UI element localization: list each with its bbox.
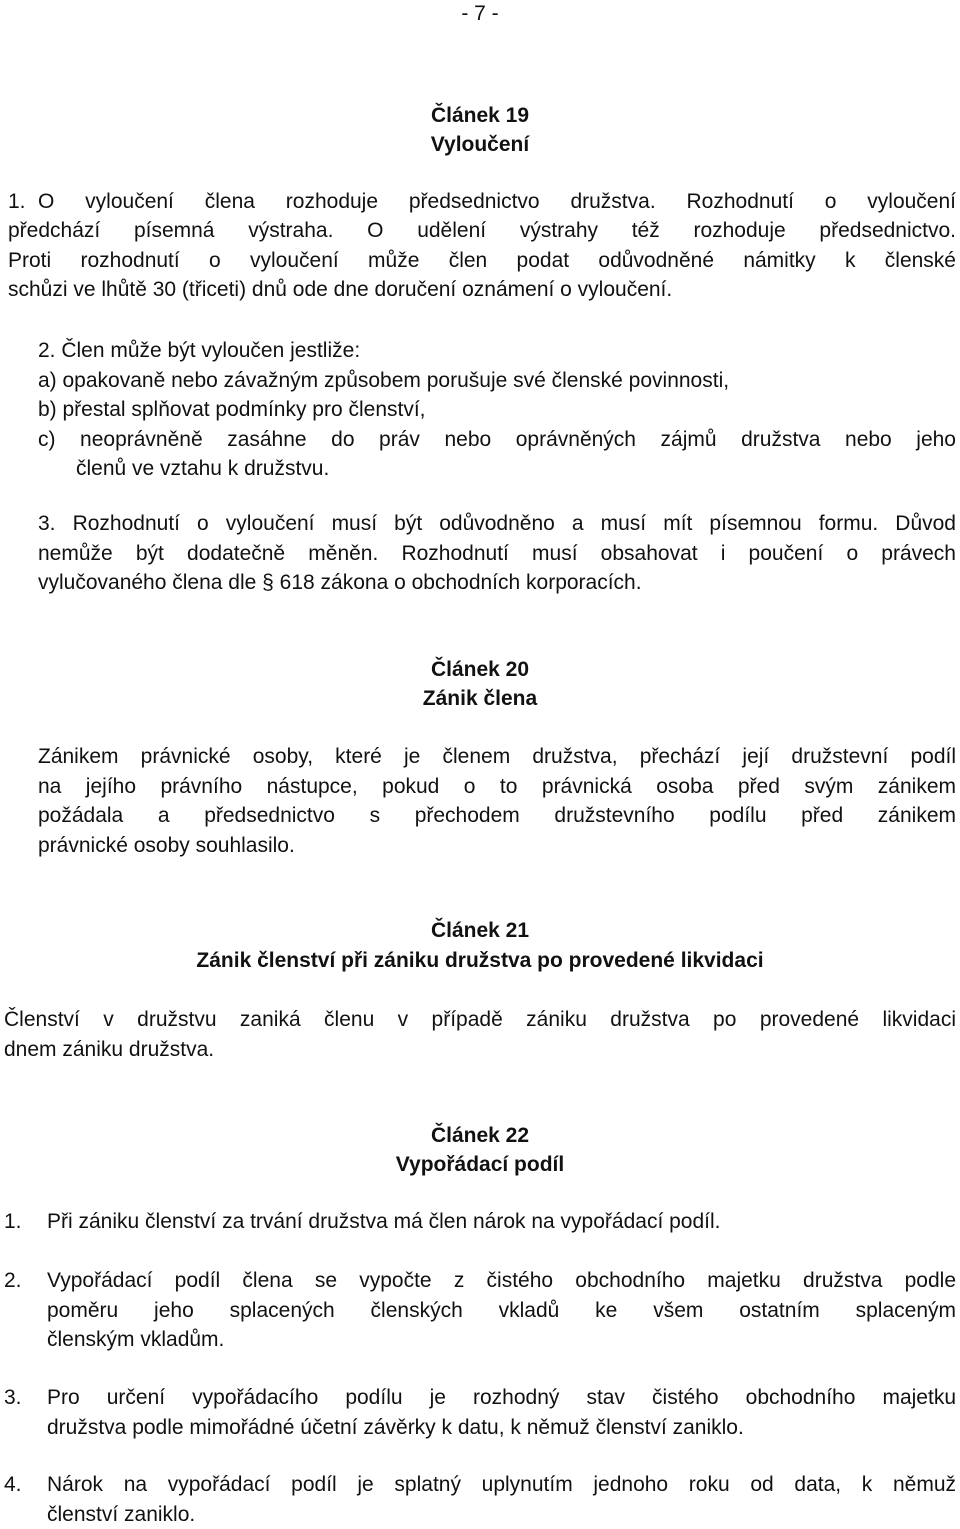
text-line: Proti rozhodnutí o vyloučení může člen podat odůvodněné námitky k členské	[8, 248, 956, 272]
text-line: schůzi ve lhůtě 30 (třiceti) dnů ode dne doručení oznámení o vyloučení.	[8, 278, 673, 301]
art22-item-4-number: 4.	[4, 1473, 22, 1496]
article-20-heading: Článek 20	[430, 658, 530, 681]
art22-item-1-number: 1.	[4, 1210, 22, 1233]
art22-item-2-number: 2.	[4, 1269, 22, 1292]
article-22-heading: Článek 22	[430, 1124, 530, 1147]
art19-p1-continuation	[8, 216, 956, 305]
article-19-subheading: Vyloučení	[430, 133, 530, 156]
page-number: - 7 -	[461, 2, 499, 25]
text-line: b) přestal splňovat podmínky pro členství,	[38, 398, 426, 421]
art22-item-3-number: 3.	[4, 1386, 22, 1409]
art19-p2	[38, 336, 956, 484]
text-line: družstva podle mimořádné účetní závěrky k datu, k němuž členství zaniklo.	[47, 1415, 744, 1439]
text-line: vylučovaného člena dle § 618 zákona o obchodních korporacích.	[38, 571, 642, 594]
article-21-subheading: Zánik členství při zániku družstva po provedené likvidaci	[196, 949, 764, 972]
article-19-heading: Článek 19	[430, 104, 530, 127]
text-line: Pro určení vypořádacího podílu je rozhodný stav čistého obchodního majetku	[47, 1386, 956, 1409]
text-line: předchází písemná výstraha. O udělení výstrahy též rozhoduje předsednictvo.	[8, 219, 956, 242]
article-21-heading: Článek 21	[430, 919, 530, 942]
art22-item-3-text	[47, 1383, 956, 1442]
art22-item-1-text	[47, 1207, 956, 1237]
art19-p1-number: 1.	[8, 190, 26, 213]
text-line: členským vkladům.	[47, 1328, 225, 1351]
text-line: dnem zániku družstva.	[4, 1037, 215, 1061]
text-line: poměru jeho splacených členských vkladů ke všem ostatním splaceným	[47, 1298, 956, 1322]
art22-item-2-text	[47, 1266, 956, 1355]
text-line: c) neoprávněně zasáhne do práv nebo oprávněných zájmů družstva nebo jeho	[38, 427, 956, 451]
text-line: Nárok na vypořádací podíl je splatný uplynutím jednoho roku od data, k němuž	[47, 1473, 956, 1496]
text-line: 3. Rozhodnutí o vyloučení musí být odůvodněno a musí mít písemnou formu. Důvod	[38, 512, 956, 535]
text-line: Vypořádací podíl člena se vypočte z čistého obchodního majetku družstva podle	[47, 1269, 956, 1292]
text-line: Členství v družstvu zaniká členu v případě zániku družstva po provedené likvidaci	[4, 1008, 956, 1031]
art21-text	[4, 1005, 956, 1064]
text-line: právnické osoby souhlasilo.	[38, 833, 295, 857]
text-line: členství zaniklo.	[47, 1502, 196, 1526]
art19-p3	[38, 509, 956, 598]
art19-p1-text	[38, 187, 956, 217]
text-line: O vyloučení člena rozhoduje předsednictvo družstva. Rozhodnutí o vyloučení	[38, 190, 956, 213]
text-line: členů ve vztahu k družstvu.	[76, 457, 330, 480]
text-line: nemůže být dodatečně měněn. Rozhodnutí musí obsahovat i poučení o právech	[38, 541, 956, 565]
art22-item-4-text	[47, 1470, 956, 1529]
text-line: 2. Člen může být vyloučen jestliže:	[38, 339, 361, 362]
article-22-subheading: Vypořádací podíl	[395, 1153, 565, 1176]
article-20-subheading: Zánik člena	[422, 687, 538, 710]
text-line: Při zániku členství za trvání družstva má člen nárok na vypořádací podíl.	[47, 1210, 721, 1233]
text-line: na jejího právního nástupce, pokud o to právnická osoba před svým zánikem	[38, 774, 956, 798]
text-line: a) opakovaně nebo závažným způsobem porušuje své členské povinnosti,	[38, 368, 730, 392]
text-line: Zánikem právnické osoby, které je členem družstva, přechází její družstevní podíl	[38, 745, 956, 768]
art20-text	[38, 742, 956, 860]
text-line: požádala a předsednictvo s přechodem družstevního podílu před zánikem	[38, 804, 956, 827]
